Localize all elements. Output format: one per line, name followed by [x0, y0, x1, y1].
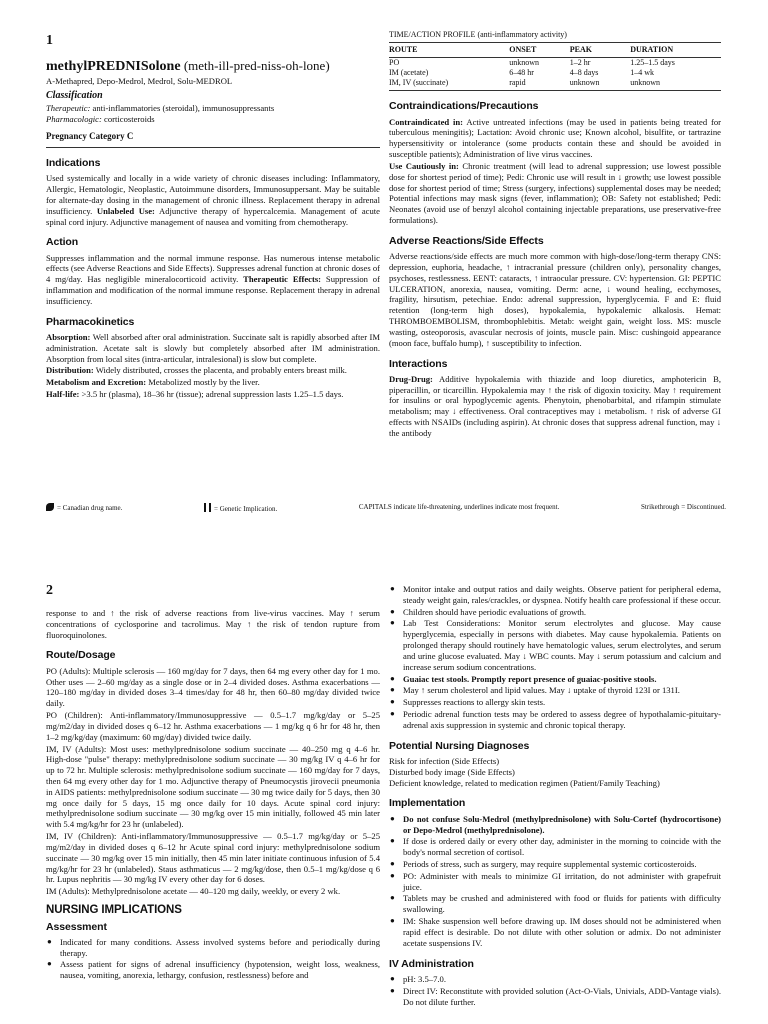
- dna-icon: [204, 503, 211, 512]
- table-cell: IM, IV (succinate): [389, 78, 509, 91]
- adverse-reactions-text: Adverse reactions/side effects are much more common with high-dose/long-term therapy CNS: depression, euphoria, headache, ↑ intracranial pressure (children only), personality changes, psychoses, restlessness. EENT: cataracts, ↑ intraocular pressure. CV: hypertension. GI: PEPTIC ULCERATION, anorexia, nausea, vomiting. Derm: acne, ↓ wound healing, ecchymoses, fragility, hirsutism, petechiae. Endo: adrenal suppression, hyperglycemia. F and E: fluid retention (long-term high doses), hypokalemia, hypokalemic alkalosis. Hemat: THROMBOEMBOLISM, thrombophlebitis. Metab: weight gain, weight loss. MS: muscle wasting, osteoporosis, avascular necrosis of joints, muscle pain. Misc: cushingoid appearance (moon face, buffalo hump), ↑ susceptibility to infection.: [389, 251, 721, 348]
- table-cell: unknown: [570, 78, 631, 91]
- nursing-diagnoses-heading: Potential Nursing Diagnoses: [389, 739, 530, 752]
- drug-title: [46, 58, 380, 76]
- nursing-implications-heading: NURSING IMPLICATIONS: [46, 904, 182, 917]
- page-2-right-column: [389, 584, 721, 1024]
- implementation-heading: Implementation: [389, 797, 466, 810]
- table-cell: IM (acetate): [389, 68, 429, 78]
- legend-capitals: CAPITALS indicate life-threatening, underlines indicate most frequent.: [358, 503, 560, 511]
- assessment-list: [46, 937, 380, 981]
- table-row: [389, 58, 721, 69]
- table-cell: 1–2 hr: [569, 58, 591, 68]
- adverse-reactions-heading: Adverse Reactions/Side Effects: [389, 234, 544, 247]
- list-item: ● Monitor intake and output ratios and daily weights. Observe patient for peripheral edema, steady weight gain, rales/crackles, or dyspnea. Notify health care professional if these occur.: [389, 584, 721, 606]
- legend-footer: [46, 503, 726, 514]
- implementation-list: [389, 814, 721, 949]
- list-item: ● Children should have periodic evaluations of growth.: [389, 607, 721, 618]
- diagnosis-item: Risk for infection (Side Effects): [389, 755, 500, 766]
- list-item: ● Periodic adrenal function tests may be ordered to assess degree of hypothalamic-pituitary-adrenal axis suppression in systemic and chronic topical therapy.: [389, 709, 721, 731]
- pregnancy-category: Pregnancy Category C: [46, 130, 134, 141]
- dosage-po-adults: PO (Adults): Multiple sclerosis — 160 mg/day for 7 days, then 64 mg every other day for 1 mo. Other uses — 2–60 mg/day as a single dose or in 2–4 divided doses. Asthma exacerbations — 120–180 mg/day in divided doses 3–4 times/day for 48 hr, then 60–80 mg/day divided twice daily.: [46, 665, 380, 709]
- table-row: [389, 78, 721, 91]
- contraindicated-text: Contraindicated in: Active untreated infections (may be used in patients being treated for tuberculous meningitis); Lactation: Avoid chronic use; Known alcohol, bisulfite, or tartrazine hypersensitivity or intolerance (some products contain these and should be avoided in susceptible patients); Administration of live virus vaccines.: [389, 116, 721, 160]
- brand-names: A-Methapred, Depo-Medrol, Medrol, Solu-MEDROL: [46, 75, 233, 86]
- interactions-continued: response to and ↑ the risk of adverse reactions from live-virus vaccines. May ↑ serum concentrations of cyclosporine and tacrolimus. May ↑ the risk of tendon rupture from fluoroquinolones.: [46, 608, 380, 640]
- metabolism-text: Metabolism and Excretion: Metabolized mostly by the liver.: [46, 377, 260, 388]
- list-item: ● If dose is ordered daily or every other day, administer in the morning to coincide with the body's normal secretion of cortisol.: [389, 836, 721, 858]
- section-divider: [46, 147, 380, 148]
- list-item: ● Tablets may be crushed and administered with food or fluids for patients with difficulty swallowing.: [389, 893, 721, 915]
- page-number: 2: [46, 583, 53, 598]
- list-item: ● May ↑ serum cholesterol and lipid values. May ↓ uptake of thyroid 123I or 131I.: [389, 685, 721, 696]
- list-item: ● Lab Test Considerations: Monitor serum electrolytes and glucose. May cause hyperglycemia, especially in persons with diabetes. May cause hypokalemia. Patients on prolonged therapy should routinely have hematologic values, serum electrolytes, and serum and urine glucose evaluated. May ↓ WBC counts. May ↓ serum potassium and calcium and increase serum sodium concentrations.: [389, 618, 721, 672]
- absorption-text: Absorption: Well absorbed after oral administration. Succinate salt is rapidly absorbed after IM administration. Acetate salt is slowly but completely absorbed after IM administration. Absorption from local sites (intra-articular, intralesional) is slow but complete.: [46, 331, 380, 364]
- table-header: DURATION: [630, 43, 721, 58]
- pharmacologic-class: Pharmacologic: corticosteroids: [46, 113, 155, 124]
- table-header: ONSET: [509, 43, 570, 58]
- assessment-heading: Assessment: [46, 920, 107, 933]
- time-action-title: TIME/ACTION PROFILE (anti-inflammatory activity): [389, 30, 567, 39]
- page-1-left-column: [46, 28, 380, 498]
- list-item: ● Periods of stress, such as surgery, may require supplemental systemic corticosteroids.: [389, 859, 721, 870]
- dosage-im-iv-adults: IM, IV (Adults): Most uses: methylprednisolone sodium succinate — 40–250 mg q 4–6 hr. High-dose "pulse" therapy: methylprednisolone sodium succinate — 30 mg/kg IV q 4–6 hr for up to 72 hr. Multiple sclerosis: methylprednisolone sodium succinate — 160 mg/day for 7 days, then 64 mg every other day for 1 mo. Adjunctive therapy of Pneumocystis jirovecii pneumonia in AIDS patients: methylprednisolone sodium succinate — 30 mg twice daily for 5 days, then 30 mg once daily for 5 days, 15 mg once daily for 10 days. Acute spinal cord injury: methylprednisolone sodium succinate — 30 mg/kg over 15 min initially, followed 45 min later with 5.4 mg/kg/hr for 23 hr (unlabeled).: [46, 743, 380, 830]
- diagnosis-item: Deficient knowledge, related to medication regimen (Patient/Family Teaching): [389, 777, 660, 788]
- drug-generic-name: methylPREDNISolone: [46, 59, 181, 74]
- halflife-text: Half-life: >3.5 hr (plasma), 18–36 hr (tissue); adrenal suppression lasts 1.25–1.5 days.: [46, 389, 344, 400]
- classification-heading: Classification: [46, 90, 103, 102]
- page-1-right-column: [389, 30, 721, 500]
- time-action-table: [389, 42, 721, 91]
- list-item: ● PO: Administer with meals to minimize GI irritation, do not administer with grapefruit juice.: [389, 871, 721, 893]
- page-gap: [0, 525, 768, 576]
- table-row: [389, 68, 721, 78]
- list-item: ● Do not confuse Solu-Medrol (methylprednisolone) with Solu-Cortef (hydrocortisone) or Depo-Medrol (methylprednisolone).: [389, 814, 721, 836]
- distribution-text: Distribution: Widely distributed, crosses the placenta, and probably enters breast milk.: [46, 365, 347, 376]
- list-item: ● Suppresses reactions to allergy skin tests.: [389, 697, 721, 708]
- page-2-left-column: [46, 608, 380, 1024]
- indications-text: Used systemically and locally in a wide variety of chronic diseases including: Inflammatory, Allergic, Hematologic, Neoplastic, Autoimmune disorders, Immunosuppersant. May be suitable for alternate-day dosing in the management of chronic illness. Replacement therapy in adrenal insufficiency. Unlabeled Use: Adjunctive therapy of hypercalcemia. Management of acute spinal cord injury. Adjunctive management of nausea and vomiting from chemotherapy.: [46, 173, 380, 227]
- diagnosis-item: Disturbed body image (Side Effects): [389, 766, 515, 777]
- table-cell: PO: [389, 58, 400, 68]
- table-cell: unknown: [630, 78, 721, 91]
- list-item: ● pH: 3.5–7.0.: [389, 974, 721, 985]
- contraindications-heading: Contraindications/Precautions: [389, 100, 539, 113]
- legend-genetic: = Genetic Implication.: [204, 503, 277, 514]
- interactions-heading: Interactions: [389, 357, 448, 370]
- action-heading: Action: [46, 236, 79, 249]
- list-item: ● Guaiac test stools. Promptly report presence of guaiac-positive stools.: [389, 674, 721, 685]
- legend-canadian: = Canadian drug name.: [46, 503, 122, 514]
- dosage-po-children: PO (Children): Anti-inflammatory/Immunosuppressive — 0.5–1.7 mg/kg/day or 5–25 mg/m2/day in divided doses q 6–12 hr. Asthma exacerbations — 1 mg/kg q 6 hr for 48 hr, then 1–2 mg/kg/day (maximum: 60 mg/day) divided twice daily.: [46, 710, 380, 742]
- list-item: ● Indicated for many conditions. Assess involved systems before and periodically during therapy.: [46, 937, 380, 959]
- indications-heading: Indications: [46, 157, 101, 170]
- table-cell: 6–48 hr: [509, 68, 534, 78]
- table-cell: 1.25–1.5 days: [630, 58, 675, 68]
- iv-administration-list: [389, 974, 721, 1007]
- table-header: ROUTE: [389, 43, 509, 58]
- table-header: PEAK: [570, 43, 631, 58]
- page-2: [0, 576, 768, 1024]
- dosage-im-iv-children: IM, IV (Children): Anti-inflammatory/Immunosuppressive — 0.5–1.7 mg/kg/day or 5–25 mg/m2/day in divided doses q 6–12 hr Acute spinal cord injury: methylprednisolone sodium succinate — 30 mg/kg over 15 min initially, then 45 min later initiate continuous infusion of 5.4 mg/kg/hr for 23 hr (unlabeled). Staus asthmaticus — 2 mg/kg/dose, then 0.5–1 mg/kg/dose q 6 hr. Lupus nephritis — 30 mg/kg IV every other day for 6 doses.: [46, 831, 380, 885]
- list-item: ● Assess patient for signs of adrenal insufficiency (hypotension, weight loss, weakness, nausea, vomiting, anorexia, lethargy, confusion, restlessness) before and: [46, 959, 380, 981]
- table-cell: 4–8 days: [569, 68, 599, 78]
- table-cell: rapid: [509, 78, 570, 91]
- table-cell: unknown: [509, 58, 539, 68]
- page-number: 1: [46, 33, 53, 48]
- table-cell: 1–4 wk: [630, 68, 654, 78]
- iv-administration-heading: IV Administration: [389, 957, 474, 970]
- legend-strikethrough: Strikethrough = Discontinued.: [640, 503, 726, 511]
- action-text: Suppresses inflammation and the normal immune response. Has numerous intense metabolic effects (see Adverse Reactions and Side Effects). Suppresses adrenal function at chronic doses of 4 mg/day. Has negligible mineralocorticoid activity. Therapeutic Effects: Suppression of inflammation and modification of the normal immune response. Replacement therapy in adrenal insufficiency.: [46, 252, 380, 306]
- monitoring-list: [389, 584, 721, 731]
- interactions-text: Drug-Drug: Additive hypokalemia with thiazide and loop diuretics, amphotericin B, piperacillin, or ticarcillin. Hypokalemia may ↑ the risk of digoxin toxicity. May ↑ requirement for insulins or oral hypoglycemic agents. Phenytoin, phenobarbital, and rifampin stimulate metabolism; may ↓ effectiveness. Oral contraceptives may ↓ metabolism. ↑ risk of adverse GI effects with NSAIDs (including aspirin). At chronic doses that suppress adrenal function, may ↓ the antibody: [389, 373, 721, 438]
- dosage-im-adults: IM (Adults): Methylprednisolone acetate — 40–120 mg daily, weekly, or every 2 wk.: [46, 886, 341, 897]
- route-dosage-heading: Route/Dosage: [46, 649, 116, 662]
- drug-pronunciation: (meth-ill-pred-niss-oh-lone): [183, 58, 330, 73]
- therapeutic-class: Therapeutic: anti-inflammatories (steroidal), immunosuppressants: [46, 103, 275, 114]
- maple-leaf-icon: [46, 503, 54, 511]
- use-cautiously-text: Use Cautiously in: Chronic treatment (will lead to adrenal suppression; use lowest possible dose for shortest period of time); Pedi: Chronic use will result in ↓ growth; use lowest possible dose for shortest period of time; Stress (surgery, infections) supplemental doses may be needed; Potential infections may mask signs (fever, inflammation); OB: Safety not established; Pedi: Neonates (avoid use of benzyl alcohol containing injectable preparations, use preservative-free formulations).: [389, 160, 721, 226]
- list-item: ● Direct IV: Reconstitute with provided solution (Act-O-Vials, Univials, ADD-Vantage vials). Do not dilute further.: [389, 986, 721, 1008]
- list-item: ● IM: Shake suspension well before drawing up. IM doses should not be administered when rapid effect is desirable. Do not dilute with other solution or admix. Do not administer acetate suspensions IV.: [389, 916, 721, 948]
- pharmacokinetics-heading: Pharmacokinetics: [46, 315, 135, 328]
